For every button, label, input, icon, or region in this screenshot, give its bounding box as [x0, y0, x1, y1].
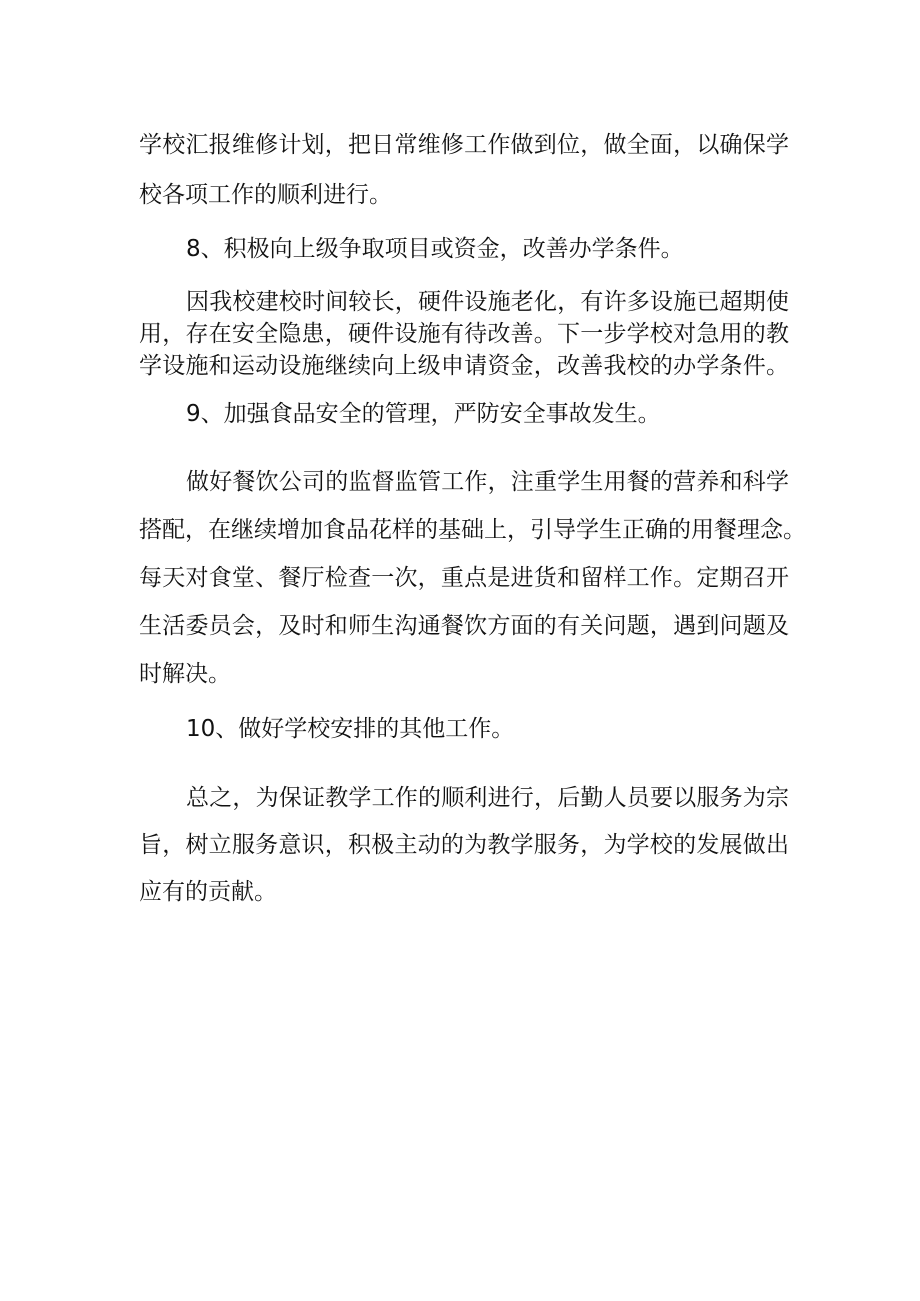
paragraph-line: 学设施和运动设施继续向上级申请资金，改善我校的办学条件。	[139, 353, 789, 379]
paragraph-line: 生活委员会，及时和师生沟通餐饮方面的有关问题，遇到问题及	[139, 613, 789, 639]
paragraph-line: 学校汇报维修计划，把日常维修工作做到位，做全面，以确保学	[139, 132, 789, 158]
paragraph-line: 因我校建校时间较长，硬件设施老化，有许多设施已超期使	[186, 289, 789, 315]
paragraph-line: 应有的贡献。	[139, 879, 277, 905]
paragraph-line: 旨，树立服务意识，积极主动的为教学服务，为学校的发展做出	[139, 832, 789, 858]
paragraph-line: 搭配，在继续增加食品花样的基础上，引导学生正确的用餐理念。	[139, 517, 806, 543]
paragraph-line: 总之，为保证教学工作的顺利进行，后勤人员要以服务为宗	[186, 785, 789, 811]
paragraph-line: 每天对食堂、餐厅检查一次，重点是进货和留样工作。定期召开	[139, 565, 789, 591]
section-heading-9: 9、加强食品安全的管理，严防安全事故发生。	[186, 401, 661, 427]
paragraph-line: 时解决。	[139, 661, 231, 687]
paragraph-line: 用，存在安全隐患，硬件设施有待改善。下一步学校对急用的教	[139, 321, 789, 347]
paragraph-line: 校各项工作的顺利进行。	[139, 182, 392, 208]
paragraph-line: 做好餐饮公司的监督监管工作，注重学生用餐的营养和科学	[186, 469, 789, 495]
section-heading-10: 10、做好学校安排的其他工作。	[186, 716, 515, 742]
section-heading-8: 8、积极向上级争取项目或资金，改善办学条件。	[186, 236, 684, 262]
